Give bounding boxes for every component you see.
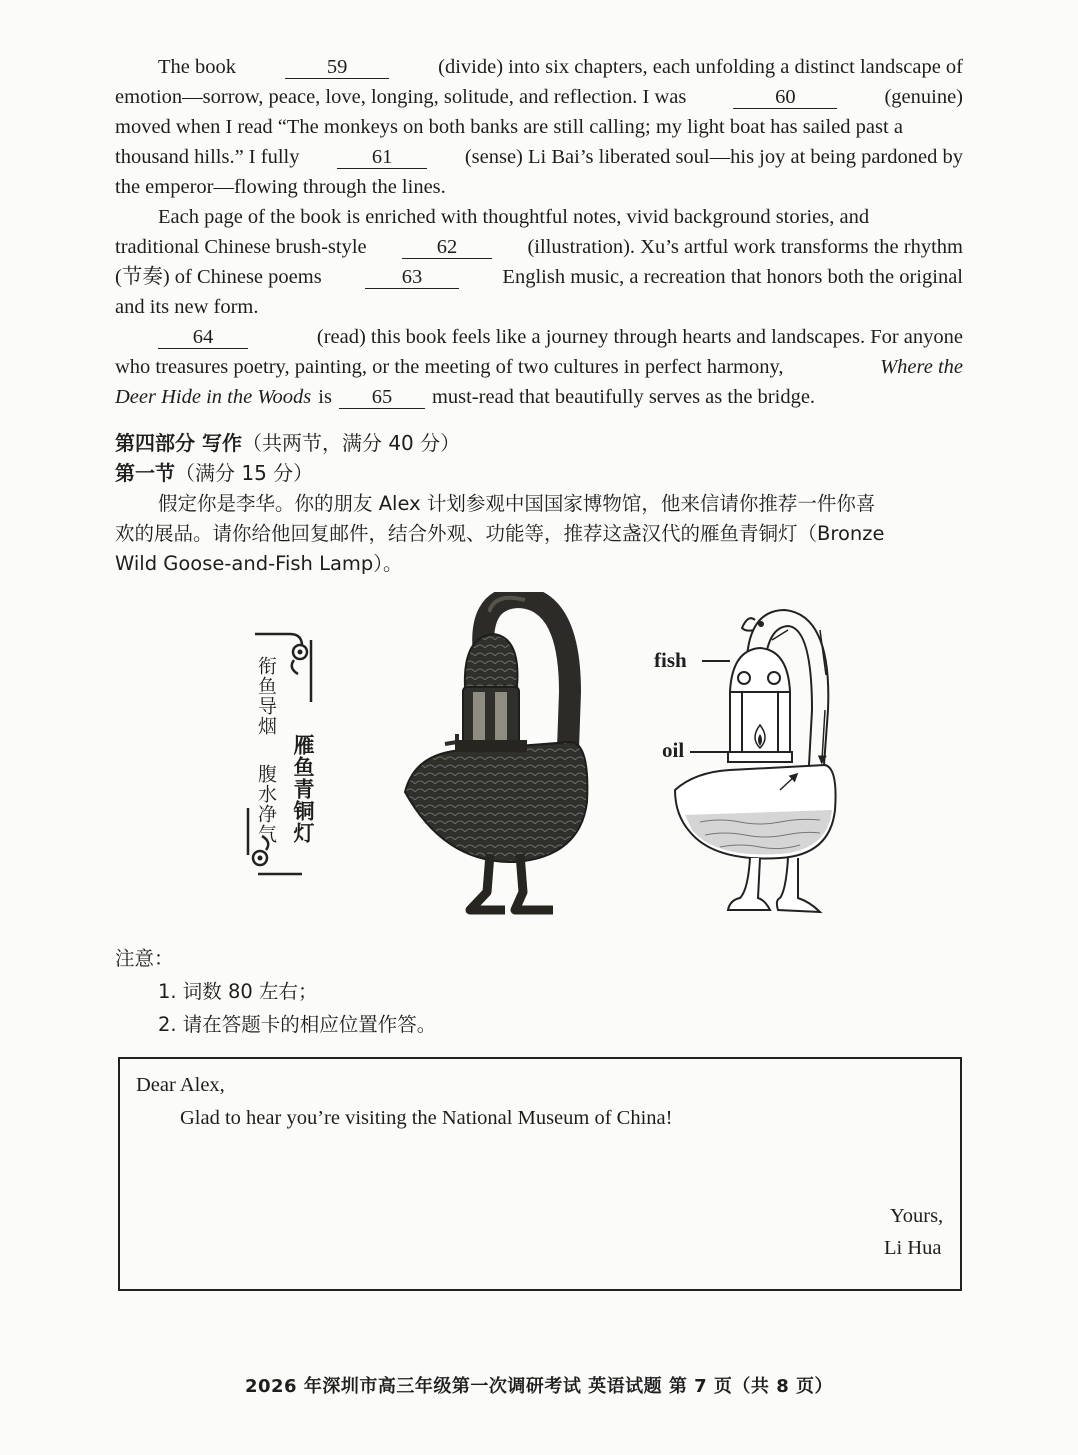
blank-59: 59 [285,56,389,79]
label-vertical-1: 衔鱼导烟 [255,656,277,736]
text: (sense) Li Bai’s liberated soul—his joy at being pardoned by [464,146,963,168]
note-item-1: 1. 词数 80 左右； [158,980,318,1003]
text: moved when I read “The monkeys on both banks are still calling; my light boat has sailed past a [115,116,903,138]
part-title: 第四部分 写作 [115,431,242,455]
text: who treasures poetry, painting, or the meeting of two cultures in perfect harmony, [115,356,784,378]
label-oil: oil [662,738,685,762]
p2-line-3 [115,262,963,292]
book-title-part: Deer Hide in the Woods [115,386,312,408]
prompt-line-3: Wild Goose-and-Fish Lamp）。 [115,552,403,575]
part-four-heading [115,428,460,458]
lamp-diagram [660,600,850,920]
p1-line-4 [115,142,963,172]
bronze-lamp-image [395,592,610,917]
answer-box [118,1057,962,1291]
letter-closing: Yours, [890,1205,944,1227]
text: (genuine) [884,86,963,108]
label-vertical-2: 腹水净气 [255,764,277,844]
text: and its new form. [115,296,259,318]
text: (节奏) of Chinese poems [115,266,322,288]
blank-65: 65 [339,386,425,409]
page-footer: 2026 年深圳市高三年级第一次调研考试 英语试题 第 7 页（共 8 页） [244,1376,833,1397]
label-fish: fish [654,648,687,672]
text: the emperor—flowing through the lines. [115,176,446,198]
prompt-line-2: 欢的展品。请你给他回复邮件，结合外观、功能等，推荐这盏汉代的雁鱼青铜灯（Bronze [115,522,885,545]
p1-line-3 [115,112,963,142]
letter-signature: Li Hua [884,1237,942,1259]
notes-title: 注意： [115,947,174,970]
text: The book [158,56,236,78]
text: traditional Chinese brush-style [115,236,367,258]
section-subtitle: （满分 15 分） [175,461,314,485]
p3-line-3 [115,382,963,412]
text: emotion—sorrow, peace, love, longing, solitude, and reflection. I was [115,86,687,108]
label-vertical-3: 雁鱼青铜灯 [291,734,315,844]
text: is [318,386,332,408]
text: (divide) into six chapters, each unfolding a distinct landscape of [438,56,963,78]
blank-63: 63 [365,266,459,289]
blank-64: 64 [158,326,248,349]
p1-line-1 [158,52,963,82]
blank-61: 61 [337,146,427,169]
prompt-line-1: 假定你是李华。你的朋友 Alex 计划参观中国国家博物馆，他来信请你推荐一件你喜 [158,492,876,515]
p2-line-4 [115,292,963,322]
p2-line-2 [115,232,963,262]
text: must-read that beautifully serves as the bridge. [431,386,816,408]
part-subtitle: （共两节，满分 40 分） [241,431,461,455]
text: English music, a recreation that honors both the original [502,266,963,288]
section-one-heading [115,458,313,488]
text: (read) this book feels like a journey through hearts and landscapes. For anyone [316,326,963,348]
p1-line-2 [115,82,963,112]
blank-62: 62 [402,236,492,259]
p2-line-1 [158,202,963,232]
note-item-2: 2. 请在答题卡的相应位置作答。 [158,1013,437,1036]
blank-60: 60 [733,86,837,109]
text: thousand hills.” I fully [115,146,300,168]
section-title: 第一节 [115,461,175,485]
letter-opening: Glad to hear you’re visiting the National Museum of China! [180,1107,673,1129]
text: (illustration). Xu’s artful work transforms the rhythm [527,236,963,258]
text: Each page of the book is enriched with thoughtful notes, vivid background stories, and [158,206,870,228]
letter-greeting: Dear Alex, [136,1074,225,1096]
book-title-part: Where the [880,356,963,378]
p3-line-2 [115,352,963,382]
p1-line-5 [115,172,963,202]
p3-line-1 [158,322,963,352]
